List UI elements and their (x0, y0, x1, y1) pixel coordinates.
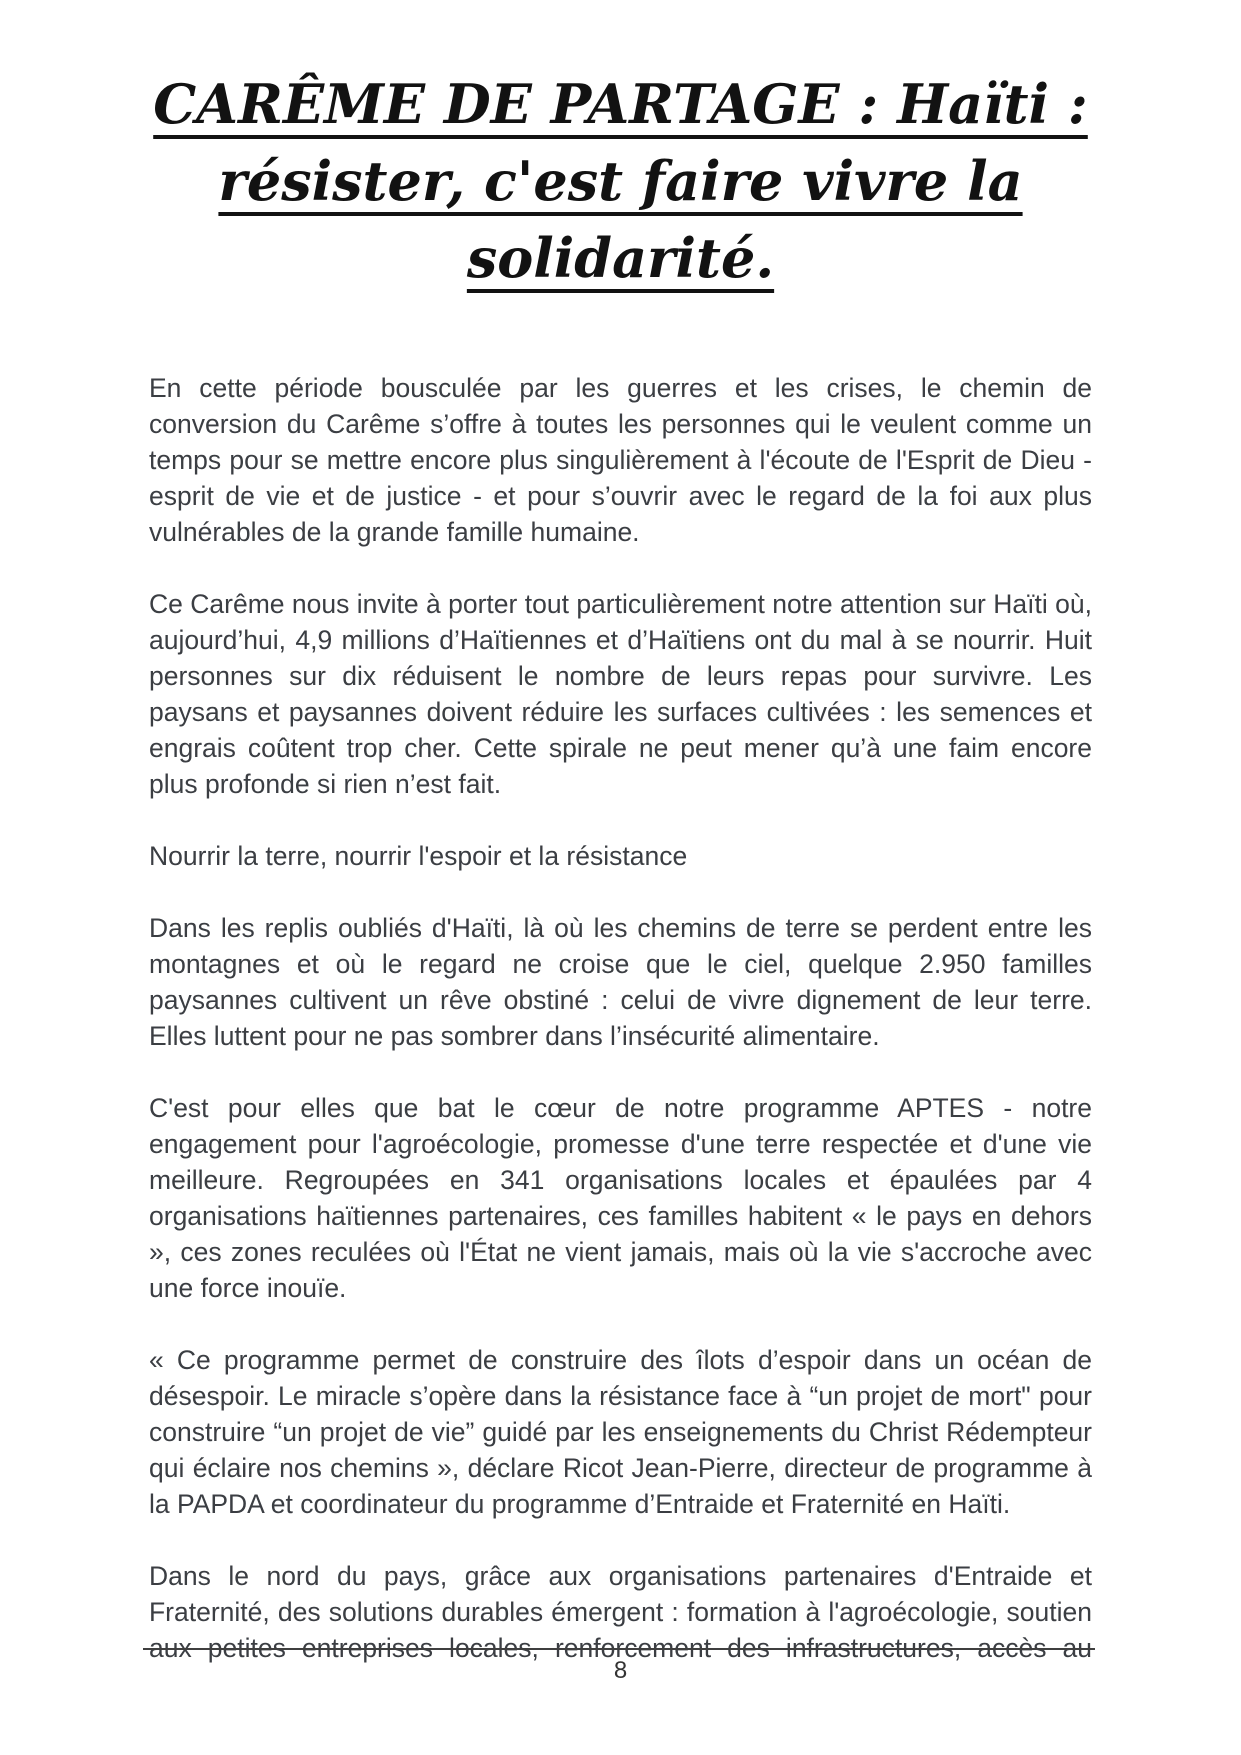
paragraph-careme-haiti: Ce Carême nous invite à porter tout particulièrement notre attention sur Haïti où, aujourd’hui, 4,9 millions d’Haïtiennes et d’Haïtiens ont du mal à se nourrir. Huit personnes sur dix réduisent le nombre de leurs repas pour survivre. Les paysans et paysannes doivent réduire les surfaces cultivées : les semences et engrais coûtent trop cher. Cette spirale ne peut mener qu’à une faim encore plus profonde si rien n’est fait. (149, 589, 1092, 799)
document-body (149, 370, 1092, 1666)
paragraph-programme-aptes: C'est pour elles que bat le cœur de notre programme APTES - notre engagement pour l'agroécologie, promesse d'une terre respectée et d'une vie meilleure. Regroupées en 341 organisations locales et épaulées par 4 organisations haïtiennes partenaires, ces familles habitent « le pays en dehors », ces zones reculées où l'État ne vient jamais, mais où la vie s'accroche avec une force inouïe. (149, 1093, 1092, 1303)
paragraph-nord-du-pays: Dans le nord du pays, grâce aux organisations partenaires d'Entraide et Fraternité, des solutions durables émergent : formation à l'agroécologie, soutien aux petites entreprises locales, renforcement des infrastructures, accès au (149, 1561, 1092, 1663)
title-line-1-text: CARÊME DE PARTAGE : Haïti : (153, 72, 1088, 136)
title-line-2 (0, 143, 1241, 220)
paragraph-citation-ricot: « Ce programme permet de construire des îlots d’espoir dans un océan de désespoir. Le miracle s’opère dans la résistance face à “un projet de mort" pour construire “un projet de vie” guidé par les enseignements du Christ Rédempteur qui éclaire nos chemins », déclare Ricot Jean-Pierre, directeur de programme à la PAPDA et coordinateur du programme d’Entraide et Fraternité en Haïti. (149, 1345, 1092, 1519)
document-title (0, 66, 1241, 297)
title-line-1 (0, 66, 1241, 143)
title-line-2-text: résister, c'est faire vivre la (218, 149, 1023, 213)
paragraph-intro: En cette période bousculée par les guerres et les crises, le chemin de conversion du Carême s’offre à toutes les personnes qui le veulent comme un temps pour se mettre encore plus singulièrement à l'écoute de l'Esprit de Dieu - esprit de vie et de justice - et pour s’ouvrir avec le regard de la foi aux plus vulnérables de la grande famille humaine. (149, 373, 1092, 547)
page-number: 8 (613, 1657, 628, 1684)
paragraph-replis-oublies: Dans les replis oubliés d'Haïti, là où les chemins de terre se perdent entre les montagnes et où le regard ne croise que le ciel, quelque 2.950 familles paysannes cultivent un rêve obstiné : celui de vivre dignement de leur terre. Elles luttent pour ne pas sombrer dans l’insécurité alimentaire. (149, 913, 1092, 1051)
footer-divider (143, 1648, 1095, 1650)
paragraph-subheading-nourrir: Nourrir la terre, nourrir l'espoir et la résistance (149, 841, 688, 871)
title-line-3-text: solidarité. (466, 226, 775, 290)
title-line-3 (0, 220, 1241, 297)
